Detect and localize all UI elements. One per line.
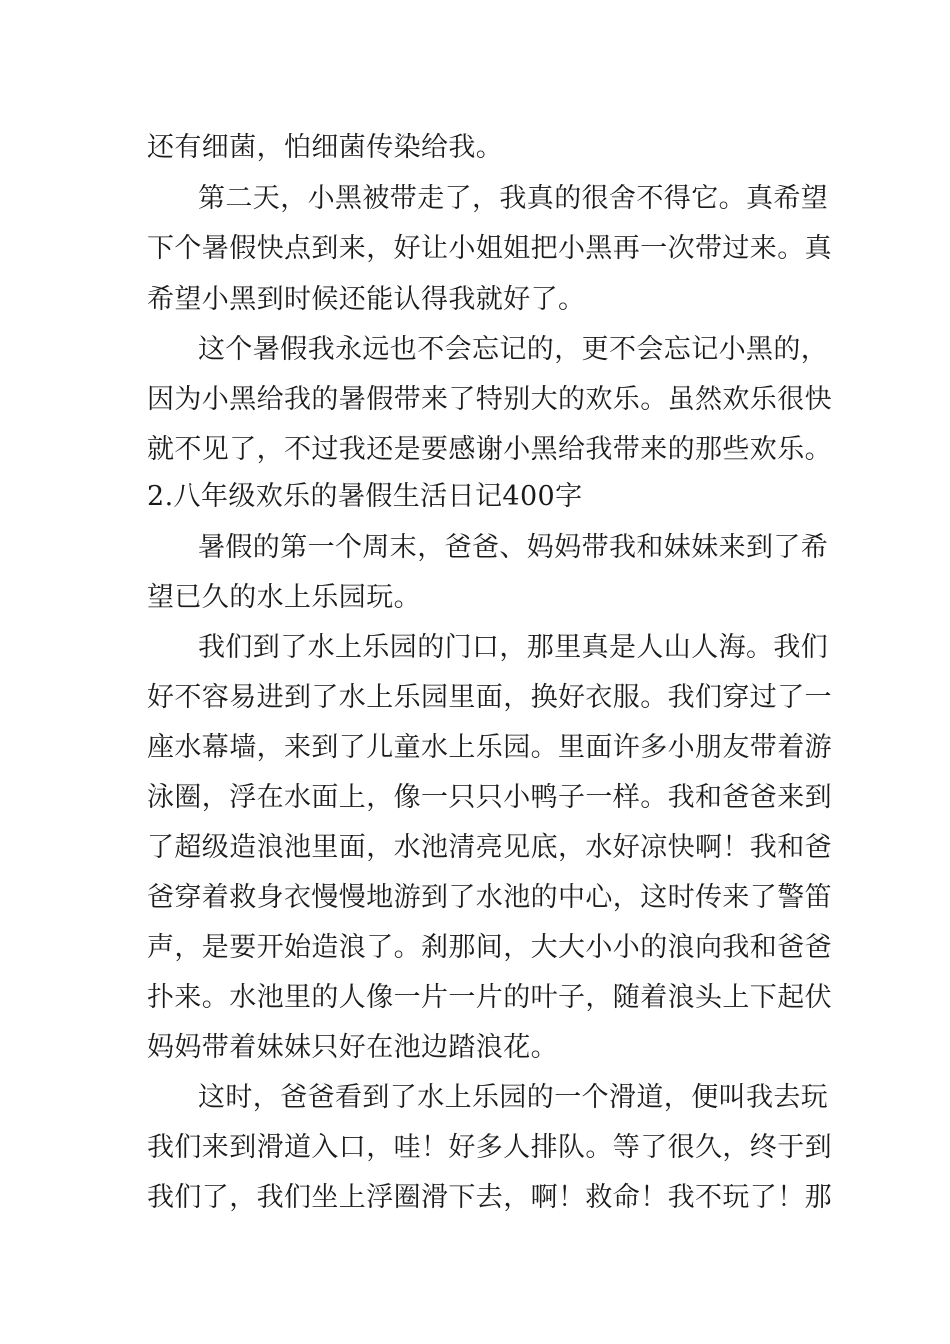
- text-line: 了超级造浪池里面，水池清亮见底，水好凉快啊！我和爸: [147, 832, 832, 863]
- section-heading: 2.八年级欢乐的暑假生活日记400字: [147, 481, 583, 512]
- text-line: 妈妈带着妹妹只好在池边踏浪花。: [147, 1032, 558, 1063]
- text-line: 我们来到滑道入口，哇！好多人排队。等了很久，终于到: [147, 1132, 832, 1163]
- text-line: 我们到了水上乐园的门口，那里真是人山人海。我们: [198, 632, 829, 663]
- text-line: 这时，爸爸看到了水上乐园的一个滑道，便叫我去玩: [198, 1082, 829, 1113]
- text-line: 声，是要开始造浪了。刹那间，大大小小的浪向我和爸爸: [147, 932, 832, 963]
- text-line: 第二天，小黑被带走了，我真的很舍不得它。真希望: [198, 183, 829, 214]
- text-line: 扑来。水池里的人像一片一片的叶子，随着浪头上下起伏: [147, 982, 832, 1013]
- text-line: 泳圈，浮在水面上，像一只只小鸭子一样。我和爸爸来到: [147, 782, 832, 813]
- text-line: 好不容易进到了水上乐园里面，换好衣服。我们穿过了一: [147, 682, 832, 713]
- text-line: 还有细菌，怕细菌传染给我。: [147, 132, 504, 163]
- text-line: 座水幕墙，来到了儿童水上乐园。里面许多小朋友带着游: [147, 732, 832, 763]
- text-line: 暑假的第一个周末，爸爸、妈妈带我和妹妹来到了希: [198, 532, 829, 563]
- text-line: 这个暑假我永远也不会忘记的，更不会忘记小黑的，: [198, 334, 829, 365]
- text-line: 爸穿着救身衣慢慢地游到了水池的中心，这时传来了警笛: [147, 882, 832, 913]
- text-line: 因为小黑给我的暑假带来了特别大的欢乐。虽然欢乐很快: [147, 384, 832, 415]
- text-line: 望已久的水上乐园玩。: [147, 582, 421, 613]
- text-line: 下个暑假快点到来，好让小姐姐把小黑再一次带过来。真: [147, 233, 832, 264]
- text-line: 我们了，我们坐上浮圈滑下去，啊！救命！我不玩了！那: [147, 1182, 832, 1213]
- text-line: 就不见了，不过我还是要感谢小黑给我带来的那些欢乐。: [147, 434, 832, 465]
- text-line: 希望小黑到时候还能认得我就好了。: [147, 284, 586, 315]
